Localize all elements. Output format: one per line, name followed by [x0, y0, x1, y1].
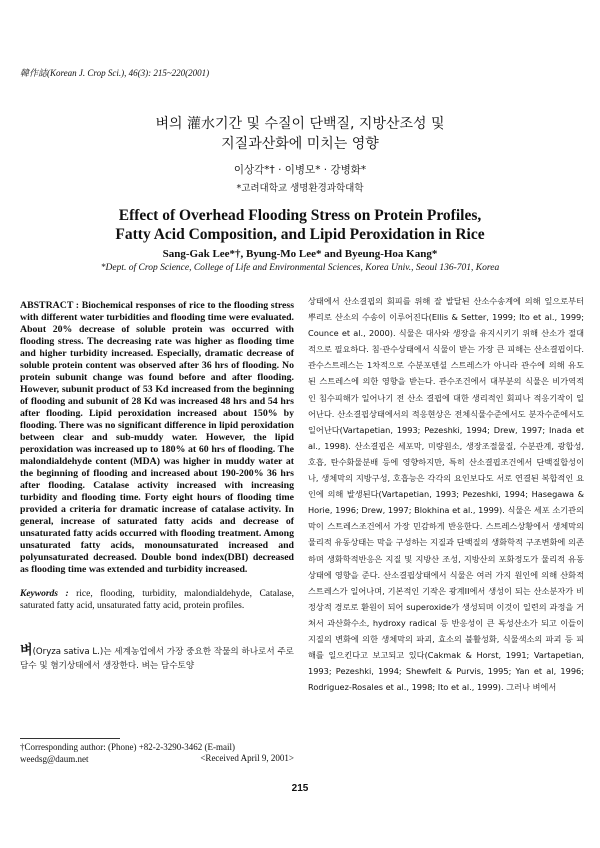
received-date: <Received April 9, 2001> [200, 753, 294, 763]
keywords-text: rice, flooding, turbidity, malondialdehyde, Catalase, saturated fatty acid, unsaturated fatty acid, protein profiles. [20, 589, 294, 611]
english-authors: Sang-Gak Lee*†, Byung-Mo Lee* and Byeung-Hoa Kang* [162, 248, 438, 260]
footnote-rule [20, 738, 120, 739]
abstract [20, 300, 294, 576]
keywords-label: Keywords : [20, 589, 69, 599]
korean-title-line2: 지질과산화에 미치는 영향 [221, 136, 379, 152]
journal-citation: 韓作誌(Korean J. Crop Sci.), 46(3): 215~220(2001) [20, 68, 210, 78]
english-title-line1: Effect of Overhead Flooding Stress on Protein Profiles, [118, 207, 482, 224]
korean-title-line1: 벼의 灌水기간 및 수질이 단백질, 지방산조성 및 [155, 116, 445, 132]
introduction [20, 644, 294, 673]
page-number: 215 [291, 783, 309, 794]
intro-text: (Oryza sativa L.)는 세계농업에서 가장 중요한 작물의 하나로서 주로 담수 및 혐기상태에서 생장한다. 벼는 담수토양 [20, 647, 294, 671]
keywords [20, 588, 294, 612]
english-title-line2: Fatty Acid Composition, and Lipid Peroxidation in Rice [115, 226, 485, 243]
left-column [20, 300, 294, 612]
intro-dropcap: 벼 [20, 643, 33, 658]
korean-authors: 이상각*† · 이병모* · 강병화* [233, 164, 367, 176]
abstract-label: ABSTRACT : [20, 300, 80, 311]
korean-affiliation: *고려대학교 생명환경과학대학 [236, 183, 364, 194]
abstract-text: Biochemical responses of rice to the flooding stress with different water turbidities and flooding time were evaluated. About 20% decrease of soluble protein was occurred with flooding stress. The decreasing rate was higher as flooding time and higher turbidity increased. Especially, dramatic decrease of soluble protein content was observed after 36 hrs of flooding. No protein subunit change was found before and after flooding. However, subunit product of 53 Kd increased from the beginning of flooding and subunit of 28 Kd was increased 48 hrs and 54 hrs after flooding. Lipid peroxidation increased about 150% by flooding. There was no significant difference in lipid peroxidation between clear and sub-muddy water. However, the lipid peroxidation was increased up to 180% at 60 hrs of flooding. The malondialdehyde content (MDA) was higher in muddy water at the beginning of flooding and increased about 190-200% 36 hrs after flooding. Catalase activity increased with increasing turbidity and flooding time. Forty eight hours of flooding time provided a criteria for dramatic increase of catalase activity. In general, increase of saturated fatty acids and decrease of unsaturated fatty acids occurred with flooding treatment. Among unsaturated fatty acids, monounsaturated increased and polyunsaturated decreased. Double bond index(DBI) decreased as flooding time was extended and turbidity increased. [20, 300, 295, 575]
english-affiliation: *Dept. of Crop Science, College of Life and Environmental Sciences, Korea Univ., Seoul 136-701, Korea [100, 263, 500, 273]
right-column-text: 상태에서 산소결핍의 회피를 위해 잘 발달된 산소수송계에 의해 잎으로부터 뿌리로 산소의 수송이 이루어진다(Ellis & Setter, 1999; Ito et al., 1999; Counce et al., 2000). 식물은 대사와 생장을 유지시키기 위해 산소가 절대적으로 필요하다. 침·관수상태에서 식물이 받는 가장 큰 피해는 산소결핍이다. 관수스트레스는 1차적으로 수분포텐셜 스트레스가 아니라 관수에 의해 유도된 스트레스에 의한 영향을 받는다. 관수조건에서 대부분의 식물은 비가역적인 침수피해가 일어나기 전 산소 결핍에 대한 생리적인 회피나 적응기작이 일어난다. 산소결핍상태에서의 적응현상은 전체식물수준에서도 분자수준에서도 일어난다(Vartapetian, 1993; Pezeshki, 1994; Drew, 1997; Inada et al., 1998). 산소결핍은 세포막, 미량원소, 생장조절물질, 수분관계, 광합성, 호흡, 탄수화물분배 등에 영향하지만, 특히 산소결핍조건에서 단백질합성이나, 생체막의 지방구성, 호흡능은 각각의 요인보다도 서로 연결된 복합적인 요인에 의해 발생된다(Vartapetian, 1993; Pezeshki, 1994; Hasegawa & Horie, 1996; Drew, 1997; Blokhina et al., 1999). 식물은 세포 소기관의 막이 스트레스조건에서 가장 민감하게 반응한다. 스트레스상황에서 생체막의 물리적 유동상태는 막을 구성하는 지질과 단백질의 생화학적 구조변화에 의존하며 생화학적반응은 지질 및 지방산 조성, 지방산의 포화정도가 물리적 유동상태에 영향을 준다. 산소결핍상태에서 식물은 여러 가지 원인에 의해 산화적 스트레스가 일어나며, 기본적인 기작은 광계II에서 생성이 되는 산소분자가 비정상적 경로로 환원이 되어 superoxide가 생성되며 이것이 일련의 과정을 거쳐서 과산화수소, hydroxy radical 등 반응성이 큰 독성산소가 되고 이들이 지질의 변화에 의한 생체막의 파괴, 효소의 불활성화, 식물색소의 파괴 등 피해를 일으킨다고 보고되고 있다(Cakmak & Horst, 1991; Vartapetian, 1993; Pezeshki, 1994; Shewfelt & Purvis, 1995; Yan et al, 1996; Rodriguez-Rosales et al., 1998; Ito et al., 1999). 그러나 벼에서 [308, 296, 584, 693]
corresponding-author-footnote: †Corresponding author: (Phone) +82-2-3290-3462 (E-mail) weedsg@daum.net [20, 742, 236, 764]
